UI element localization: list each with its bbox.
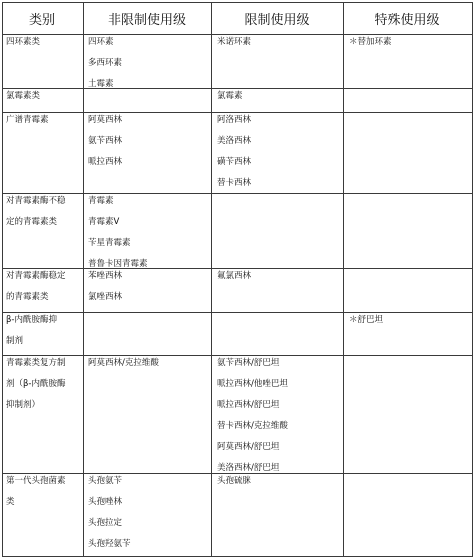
category-cell-text: 制剂	[6, 336, 24, 346]
category-cell-text: 定的青霉素类	[6, 217, 58, 227]
category-cell-text: 剂（β-内酰胺酶	[6, 379, 66, 389]
table-column-border	[211, 2, 212, 557]
restricted-cell-text: 替卡西林	[217, 178, 252, 188]
table-row-border	[2, 268, 473, 269]
unrestricted-cell-text: 阿莫西林	[88, 115, 123, 125]
unrestricted-cell-text: 氯唑西林	[88, 292, 123, 302]
unrestricted-cell-text: 多西环素	[88, 58, 123, 68]
category-cell-text: β-内酰胺酶抑	[6, 315, 57, 325]
table-column-border	[472, 2, 473, 557]
unrestricted-cell-text: 四环素	[88, 37, 114, 47]
table-column-border	[2, 2, 3, 557]
category-cell-text: 第一代头孢菌素	[6, 476, 66, 486]
unrestricted-cell-text: 头孢唑林	[88, 497, 123, 507]
table-row-border	[2, 312, 473, 313]
restricted-cell-text: 美洛西林	[217, 136, 252, 146]
unrestricted-cell-text: 头孢拉定	[88, 518, 123, 528]
unrestricted-cell-text: 氨苄西林	[88, 136, 123, 146]
restricted-cell-text: 阿洛西林	[217, 115, 252, 125]
category-cell-text: 对青霉素酶稳定	[6, 271, 66, 281]
unrestricted-cell-text: 苯唑西林	[88, 271, 123, 281]
restricted-cell-text: 哌拉西林/舒巴坦	[217, 400, 280, 410]
header-unrestricted: 非限制使用级	[107, 13, 187, 28]
unrestricted-cell-text: 阿莫西林/克拉维酸	[88, 358, 159, 368]
header-restricted: 限制使用级	[244, 13, 310, 28]
restricted-cell-text: 头孢硫脒	[217, 476, 252, 486]
table-column-border	[343, 2, 344, 557]
category-cell-text: 类	[6, 497, 15, 507]
category-cell-text: 的青霉素类	[6, 292, 49, 302]
unrestricted-cell-text: 苄星青霉素	[88, 238, 131, 248]
header-special: 特殊使用级	[374, 13, 440, 28]
table-row-border	[2, 112, 473, 113]
category-cell-text: 对青霉素酶不稳	[6, 196, 66, 206]
restricted-cell-text: 氯霉素	[217, 91, 243, 101]
restricted-cell-text: 美洛西林/舒巴坦	[217, 463, 280, 473]
table-column-border	[83, 2, 84, 557]
table-row-border	[2, 2, 473, 3]
restricted-cell-text: 磺苄西林	[217, 157, 252, 167]
restricted-cell-text: 氨苄西林/舒巴坦	[217, 358, 280, 368]
category-cell-text: 青霉素类复方制	[6, 358, 66, 368]
restricted-cell-text: 氟氯西林	[217, 271, 252, 281]
restricted-cell-text: 替卡西林/克拉维酸	[217, 421, 288, 431]
special-cell-text: ＊替加环素	[349, 37, 392, 47]
category-cell-text: 广谱青霉素	[6, 115, 49, 125]
category-cell-text: 氯霉素类	[6, 91, 41, 101]
restricted-cell-text: 阿莫西林/舒巴坦	[217, 442, 280, 452]
restricted-cell-text: 哌拉西林/他唑巴坦	[217, 379, 288, 389]
table-row-border	[2, 355, 473, 356]
category-cell-text: 四环素类	[6, 37, 41, 47]
table-row-border	[2, 193, 473, 194]
table-row-border	[2, 88, 473, 89]
header-category: 类别	[28, 13, 56, 28]
unrestricted-cell-text: 哌拉西林	[88, 157, 123, 167]
unrestricted-cell-text: 青霉素	[88, 196, 114, 206]
unrestricted-cell-text: 普鲁卡因青霉素	[88, 259, 148, 269]
unrestricted-cell-text: 土霉素	[88, 79, 114, 89]
table-row-border	[2, 34, 473, 35]
unrestricted-cell-text: 头孢羟氨苄	[88, 539, 131, 549]
special-cell-text: ＊舒巴坦	[349, 315, 384, 325]
unrestricted-cell-text: 头孢氨苄	[88, 476, 123, 486]
category-cell-text: 抑制剂）	[6, 400, 41, 410]
restricted-cell-text: 米诺环素	[217, 37, 252, 47]
unrestricted-cell-text: 青霉素Ⅴ	[88, 217, 120, 227]
